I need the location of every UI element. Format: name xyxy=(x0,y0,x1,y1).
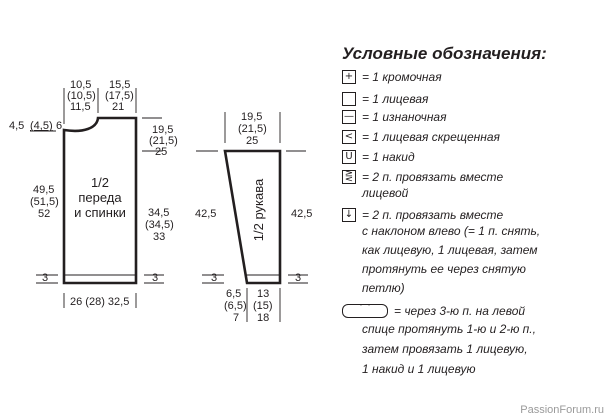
body-label-line-1: 1/2 xyxy=(90,175,110,190)
body-top-right-width-2: (17,5) xyxy=(105,90,134,102)
twisted-knit-icon: < xyxy=(342,130,356,144)
legend-text-continuation: с наклоном влево (= 1 п. снять, xyxy=(362,224,541,238)
legend-item-ssk xyxy=(342,207,503,223)
body-side-height-2: (34,5) xyxy=(145,219,174,231)
body-top-right-width-3: 21 xyxy=(112,101,125,113)
purl-stitch-icon: — xyxy=(344,111,354,122)
legend-text: = 1 накид xyxy=(362,150,415,164)
legend-text: = 2 п. провязать вместе xyxy=(362,208,504,222)
watermark: PassionForum.ru xyxy=(520,404,604,416)
sleeve-height-left: 42,5 xyxy=(195,208,217,220)
legend-text: = 1 лицевая xyxy=(362,92,429,106)
body-label-line-3: и спинки xyxy=(74,205,126,220)
three-stitch-cross-icon: ⌒ xyxy=(342,304,388,318)
knit-stitch-icon xyxy=(342,92,356,106)
legend-item-k2tog xyxy=(342,169,503,185)
sleeve-height-right: 42,5 xyxy=(291,208,313,220)
sleeve-cuff-right-1: 13 xyxy=(257,288,270,300)
body-bottom-width: 26 (28) 32,5 xyxy=(70,296,130,308)
legend-text-continuation: 1 накид и 1 лицевую xyxy=(362,362,476,376)
body-top-left-width-3: 11,5 xyxy=(70,101,91,113)
body-top-left-width-1: 10,5 xyxy=(70,79,92,91)
legend-text-continuation: затем провязать 1 лицевую, xyxy=(362,342,528,356)
body-total-height-1: 49,5 xyxy=(33,184,55,196)
legend-text-continuation: петлю) xyxy=(362,281,405,295)
body-side-height-1: 34,5 xyxy=(148,207,170,219)
sleeve-cuff-right-2: (15) xyxy=(253,300,273,312)
body-total-height-2: (51,5) xyxy=(30,196,59,208)
legend-item-knit xyxy=(342,91,428,107)
body-armhole-depth-2: (21,5) xyxy=(149,135,178,147)
sleeve-label: 1/2 рукава xyxy=(251,178,266,242)
legend-text: = 1 изнаночная xyxy=(362,110,447,124)
body-top-right-width-1: 15,5 xyxy=(109,79,131,91)
legend-item-twisted-knit xyxy=(342,129,500,145)
body-rib-right: 3 xyxy=(152,272,159,284)
sleeve-rib-left: 3 xyxy=(211,272,218,284)
legend-text: = 1 кромочная xyxy=(362,70,442,84)
sleeve-top-width-1: 19,5 xyxy=(241,111,263,123)
legend-text: = 1 лицевая скрещенная xyxy=(362,130,500,144)
body-top-left-width-2: (10,5) xyxy=(67,90,96,102)
ssk-icon: ↓ xyxy=(342,208,356,222)
edge-stitch-icon: + xyxy=(342,70,356,84)
sleeve-cuff-right-3: 18 xyxy=(257,312,270,324)
sleeve-cuff-left-1: 6,5 xyxy=(226,288,242,300)
sleeve-top-width-3: 25 xyxy=(246,135,259,147)
sleeve-cuff-left-3: 7 xyxy=(233,312,240,324)
yarn-over-icon: U xyxy=(342,150,356,164)
legend-text-continuation: протянуть ее через снятую xyxy=(362,262,526,276)
legend-item-three-stitch-cross xyxy=(342,303,525,319)
body-total-height-3: 52 xyxy=(38,208,51,220)
body-shoulder-mid: (4,5) xyxy=(30,120,53,132)
legend-text: = 2 п. провязать вместе xyxy=(362,170,504,184)
legend-text-continuation: лицевой xyxy=(362,186,409,200)
body-armhole-depth-1: 19,5 xyxy=(152,124,174,136)
legend-text-continuation: спице протянуть 1-ю и 2-ю п., xyxy=(362,322,536,336)
legend-item-yarn-over xyxy=(342,149,415,165)
body-rib-left: 3 xyxy=(42,272,49,284)
body-side-height-3: 33 xyxy=(153,231,166,243)
body-label-line-2: переда xyxy=(78,190,122,205)
legend-text-continuation: как лицевую, 1 лицевая, затем xyxy=(362,243,538,257)
k2tog-icon: ⋛ xyxy=(342,170,356,184)
sleeve-rib-right: 3 xyxy=(295,272,302,284)
sleeve-cuff-left-2: (6,5) xyxy=(224,300,247,312)
legend-text: = через 3-ю п. на левой xyxy=(394,304,526,318)
body-shoulder-left: 4,5 xyxy=(9,120,25,132)
sleeve-top-width-2: (21,5) xyxy=(238,123,267,135)
body-shoulder-right: 6 xyxy=(56,120,63,132)
body-armhole-depth-3: 25 xyxy=(155,146,168,158)
legend-title: Условные обозначения: xyxy=(342,44,547,63)
legend-item-edge-stitch xyxy=(342,69,442,85)
legend-item-purl xyxy=(342,109,447,125)
